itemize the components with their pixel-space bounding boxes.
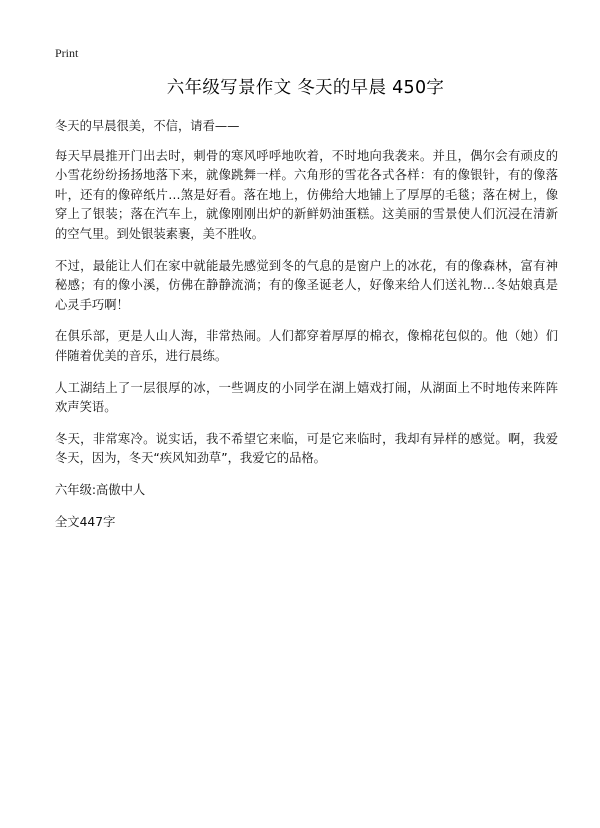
article-title: 六年级写景作文 冬天的早晨 450字 [166, 78, 445, 98]
word-count: 全文447字 [55, 514, 116, 529]
paragraph-morning: 每天早晨推开门出去时，刺骨的寒风呼呼地吹着，不时地向我袭来。并且，偶尔会有顽皮的小雪花纷纷扬扬地落下来，就像跳舞一样。六角形的雪花各式各样：有的像银针，有的像落叶，还有的像碎纸片…煞是好看。落在地上，仿佛给大地铺上了厚厚的毛毯；落在树上，像穿上了银装；落在汽车上，就像刚刚出炉的新鲜奶油蛋糕。这美丽的雪景使人们沉浸在清新的空气里。到处银装素裹，美不胜收。 [55, 148, 558, 241]
author-line: 六年级:高傲中人 [55, 482, 146, 497]
article-body [55, 117, 558, 544]
paragraph-conclusion: 冬天，非常寒冷。说实话，我不希望它来临，可是它来临时，我却有异样的感觉。啊，我爱冬天，因为，冬天“疾风知劲草”，我爱它的品格。 [55, 431, 558, 466]
print-link[interactable]: Print [55, 46, 79, 60]
paragraph-intro: 冬天的早晨很美，不信，请看—— [55, 119, 240, 133]
paragraph-ice-flowers: 不过，最能让人们在家中就能最先感觉到冬的气息的是窗户上的冰花，有的像森林，富有神秘感；有的像小溪，仿佛在静静流淌；有的像圣诞老人，好像来给人们送礼物…冬姑娘真是心灵手巧啊！ [55, 258, 558, 312]
paragraph-club: 在俱乐部，更是人山人海，非常热闹。人们都穿着厚厚的棉衣，像棉花包似的。他（她）们伴随着优美的音乐，进行晨练。 [55, 329, 558, 363]
paragraph-lake: 人工湖结上了一层很厚的冰，一些调皮的小同学在湖上嬉戏打闹，从湖面上不时地传来阵阵欢声笑语。 [55, 380, 558, 415]
